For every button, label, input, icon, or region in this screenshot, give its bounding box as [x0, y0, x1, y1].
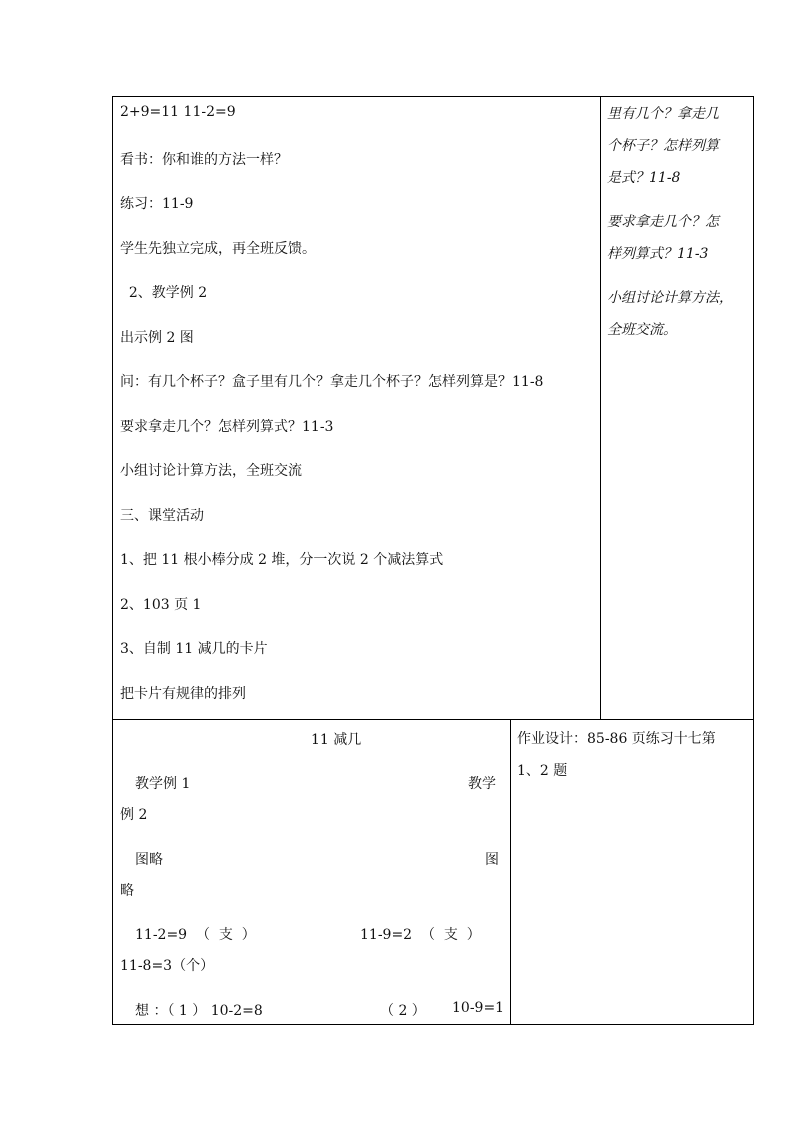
- board-title: 11 减几: [311, 732, 362, 748]
- process-line: 3、自制 11 减几的卡片: [120, 641, 268, 657]
- board-figure-left: 图略: [135, 852, 163, 868]
- notes-line: 个杯子？怎样列算: [607, 138, 719, 154]
- board-equation: 11-9=2 （ 支 ）: [360, 927, 481, 943]
- homework-line: 作业设计：85-86 页练习十七第: [517, 731, 716, 747]
- board-think: 想 ：（ 1 ） 10-2=8: [135, 1003, 263, 1019]
- board-example2-cont: 例 2: [120, 807, 148, 823]
- board-think: 10-9=1: [452, 1000, 505, 1016]
- process-line: 看书：你和谁的方法一样？: [120, 152, 288, 168]
- notes-line: 小组讨论计算方法，: [607, 290, 733, 306]
- process-line: 2、教学例 2: [120, 285, 208, 301]
- upper-column-divider: [600, 96, 601, 720]
- homework-line: 1、2 题: [517, 763, 568, 779]
- board-figure-right-cont: 略: [120, 883, 134, 899]
- process-line: 1、把 11 根小棒分成 2 堆，分一次说 2 个减法算式: [120, 552, 444, 568]
- process-line: 小组讨论计算方法，全班交流: [120, 463, 302, 479]
- table-border-middle: [112, 719, 754, 720]
- board-figure-right: 图: [485, 852, 499, 868]
- process-line: 问：有几个杯子？盒子里有几个？拿走几个杯子？怎样列算是？11-8: [120, 374, 544, 390]
- process-line: 2、103 页 1: [120, 597, 202, 613]
- notes-line: 样列算式？11-3: [607, 246, 709, 262]
- process-line: 把卡片有规律的排列: [120, 686, 246, 702]
- board-think: （ 2 ）: [380, 1003, 426, 1019]
- board-equation: 11-2=9 （ 支 ）: [135, 927, 256, 943]
- process-line: 学生先独立完成，再全班反馈。: [120, 241, 316, 257]
- notes-line: 全班交流。: [607, 322, 677, 338]
- table-border-top: [112, 96, 754, 97]
- process-line: 出示例 2 图: [120, 330, 194, 346]
- table-border-bottom: [112, 1024, 754, 1025]
- notes-line: 里有几个？拿走几: [607, 106, 719, 122]
- lower-column-divider: [510, 719, 511, 1025]
- table-border-left: [112, 96, 113, 1025]
- board-example1: 教学例 1: [135, 776, 191, 792]
- process-line: 要求拿走几个？怎样列算式？11-3: [120, 419, 334, 435]
- board-example2: 教学: [468, 776, 496, 792]
- board-equation: 11-8=3（个）: [120, 958, 215, 974]
- process-line: 2+9=11 11-2=9: [120, 104, 236, 120]
- process-line: 练习：11-9: [120, 196, 194, 212]
- notes-line: 要求拿走几个？怎: [607, 214, 719, 230]
- table-border-right: [753, 96, 754, 1025]
- process-line: 三、课堂活动: [120, 508, 204, 524]
- notes-line: 是式？11-8: [607, 170, 681, 186]
